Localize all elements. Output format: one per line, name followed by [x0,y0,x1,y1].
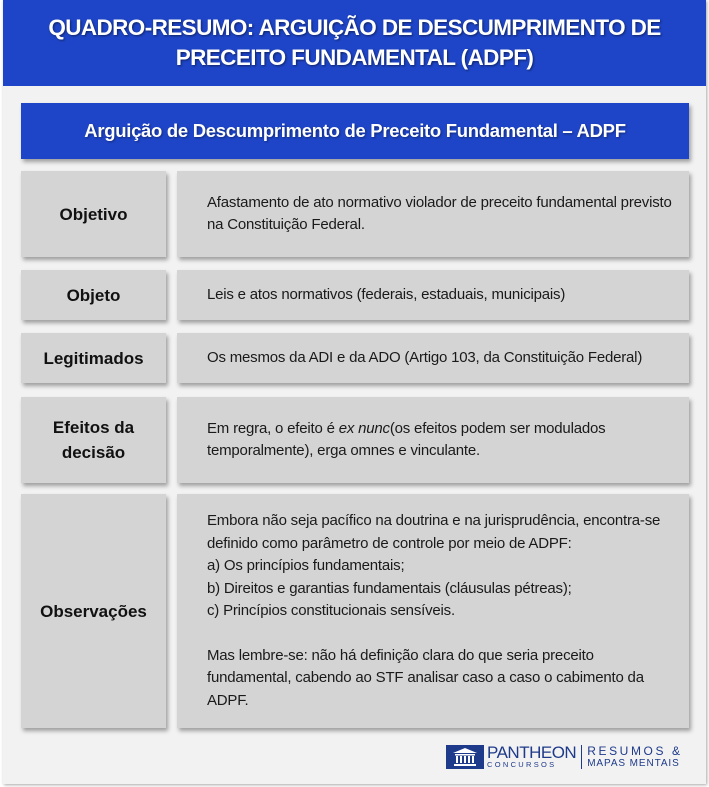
logo-tag-line1: RESUMOS & [587,744,683,758]
row-text [207,418,677,463]
row-label-observacoes [21,494,166,728]
logo-tag-line2: MAPAS MENTAIS [587,758,680,769]
row-label-efeitos [21,397,166,483]
logo-brand [487,745,576,769]
logo-brand-name: PANTHEON [487,743,577,762]
table-header [21,103,689,159]
observations-item: c) Princípios constitucionais sensíveis. [207,602,455,619]
row-label-text: Objeto [66,285,121,305]
observations-text [207,510,677,712]
pantheon-logo [446,744,683,770]
effects-text-start: Em regra, o efeito é [207,419,339,437]
observations-item: a) Os princípios fundamentais; [207,557,405,574]
logo-brand-sub: CONCURSOS [487,760,557,769]
row-content-efeitos [177,397,689,483]
table-title: Arguição de Descumprimento de Preceito Fundamental – ADPF [84,120,626,141]
row-text: Leis e atos normativos (federais, estaduais, municipais) [207,285,566,303]
row-label-text: Efeitos da decisão [52,418,135,462]
observations-intro: Embora não seja pacífico na doutrina e na jurisprudência, encontra-se definido como parâmetro de controle por meio de ADPF: [207,512,661,552]
page-title-line2: PRECEITO FUNDAMENTAL (ADPF) [175,45,534,70]
row-label-text: Observações [40,601,147,621]
row-label-text: Legitimados [43,348,144,368]
page-title [48,13,660,73]
row-label-legitimados [21,333,166,383]
observations-note: Mas lembre-se: não há definição clara do que seria preceito fundamental, cabendo ao STF analisar caso a caso o cabimento da ADPF. [207,646,644,709]
row-text: Os mesmos da ADI e da ADO (Artigo 103, da Constituição Federal) [207,348,643,366]
logo-tagline [587,745,682,769]
row-label-objeto [21,270,166,320]
row-content-observacoes [177,494,689,728]
logo-divider [581,745,582,769]
effects-text-end: (os efeitos podem ser modulados temporalmente), erga omnes e vinculante. [207,419,606,459]
row-content-objeto [177,270,689,320]
row-label-text: Objetivo [59,204,128,224]
temple-icon [446,745,484,769]
page-title-line1: QUADRO-RESUMO: ARGUIÇÃO DE DESCUMPRIMENTO DE [48,15,661,40]
row-label-objetivo [21,171,166,257]
ex-nunc-term: ex nunc [338,419,390,437]
row-content-legitimados [177,333,689,383]
row-text: Afastamento de ato normativo violador de preceito fundamental previsto na Constituição Federal. [207,193,672,233]
observations-item: b) Direitos e garantias fundamentais (cláusulas pétreas); [207,579,572,597]
page-title-banner [3,0,706,86]
summary-card [3,0,706,784]
row-content-objetivo [177,171,689,257]
